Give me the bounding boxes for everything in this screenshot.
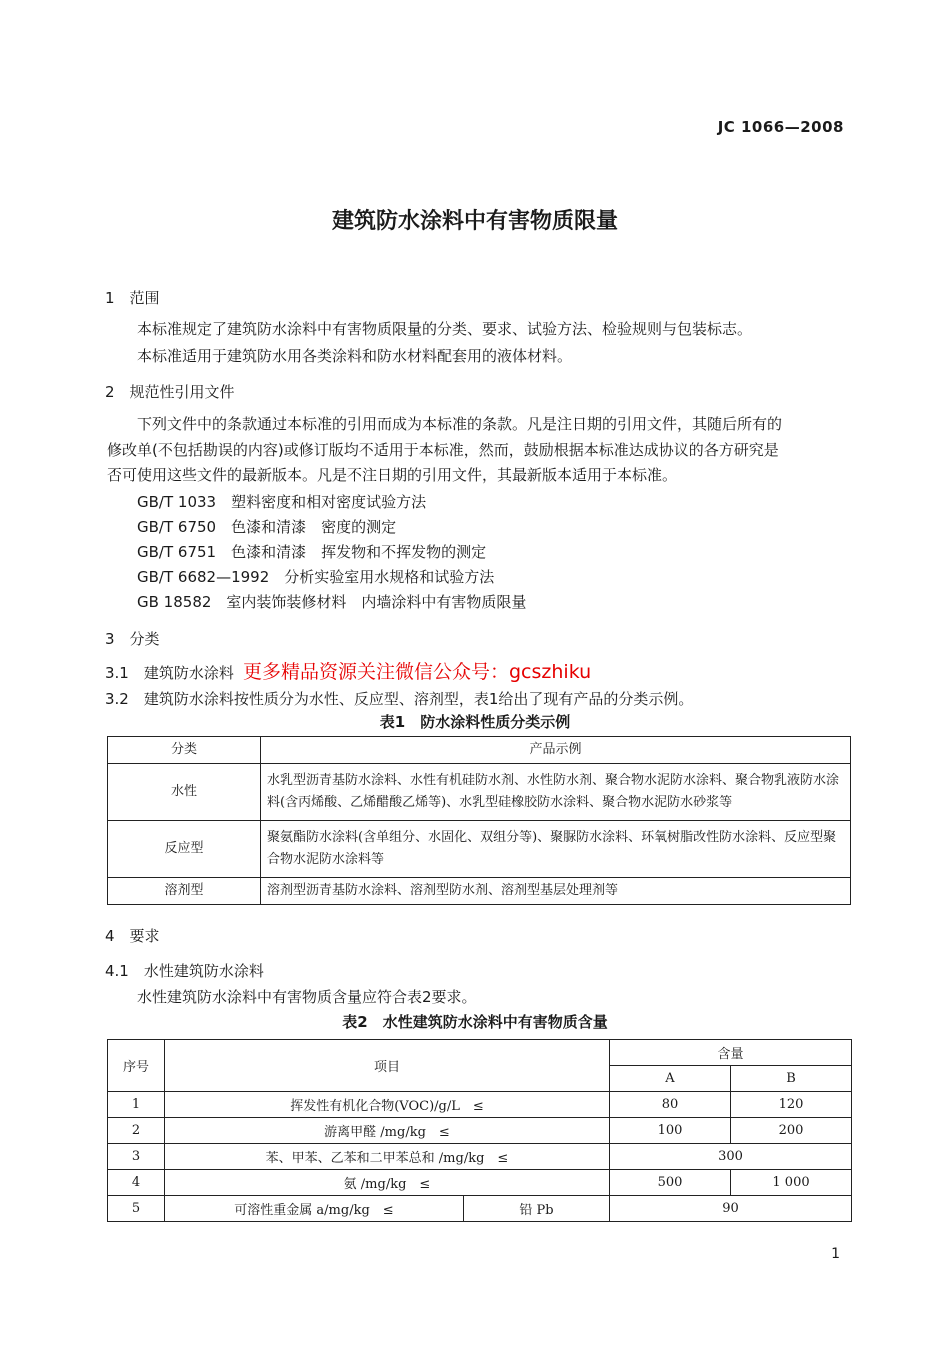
watermark-text: 更多精品资源关注微信公众号：gcszhiku xyxy=(243,661,592,683)
header-cell: B xyxy=(731,1066,852,1092)
reference-item: GB 18582 室内装饰装修材料 内墙涂料中有害物质限量 xyxy=(137,593,527,611)
table-row xyxy=(108,764,851,821)
value-ab-cell: 90 xyxy=(610,1196,852,1222)
table-row xyxy=(108,1196,852,1222)
item-cell: 可溶性重金属 a/mg/kg ≤ xyxy=(165,1196,464,1222)
value-ab-cell: 300 xyxy=(610,1144,852,1170)
category-cell: 溶剂型 xyxy=(108,878,261,905)
examples-cell: 水乳型沥青基防水涂料、水性有机硅防水剂、水性防水剂、聚合物水泥防水涂料、聚合物乳液防水涂料(含丙烯酸、乙烯醋酸乙烯等)、水乳型硅橡胶防水涂料、聚合物水泥防水砂浆等 xyxy=(261,764,851,821)
table-2-caption: 表2 水性建筑防水涂料中有害物质含量 xyxy=(342,1013,608,1031)
section-2-heading: 2 规范性引用文件 xyxy=(105,383,235,401)
reference-item: GB/T 6682—1992 分析实验室用水规格和试验方法 xyxy=(137,568,495,586)
header-cell: 项目 xyxy=(165,1040,610,1092)
standard-number: JC 1066—2008 xyxy=(717,118,844,136)
section-3-heading: 3 分类 xyxy=(105,630,160,648)
table-row xyxy=(108,821,851,878)
section-3-2: 3.2 建筑防水涂料按性质分为水性、反应型、溶剂型，表1给出了现有产品的分类示例。 xyxy=(105,690,694,708)
value-b-cell: 200 xyxy=(731,1118,852,1144)
row-number: 3 xyxy=(108,1144,165,1170)
header-cell: A xyxy=(610,1066,731,1092)
row-number: 5 xyxy=(108,1196,165,1222)
table-row xyxy=(108,1118,852,1144)
value-a-cell: 100 xyxy=(610,1118,731,1144)
section-2-line-2: 修改单(不包括勘误的内容)或修订版均不适用于本标准，然而，鼓励根据本标准达成协议的各方研究是 xyxy=(107,441,779,459)
section-1-paragraph-2: 本标准适用于建筑防水用各类涂料和防水材料配套用的液体材料。 xyxy=(137,347,573,365)
table-row xyxy=(108,1092,852,1118)
reference-item: GB/T 1033 塑料密度和相对密度试验方法 xyxy=(137,493,427,511)
row-number: 1 xyxy=(108,1092,165,1118)
section-1-heading: 1 范围 xyxy=(105,289,160,307)
table-row xyxy=(108,1144,852,1170)
value-b-cell: 1 000 xyxy=(731,1170,852,1196)
table-header-row xyxy=(108,1040,852,1066)
section-2-line-1: 下列文件中的条款通过本标准的引用而成为本标准的条款。凡是注日期的引用文件，其随后所有的 xyxy=(137,415,783,433)
category-cell: 反应型 xyxy=(108,821,261,878)
category-cell: 水性 xyxy=(108,764,261,821)
header-cell: 含量 xyxy=(610,1040,852,1066)
section-3-1: 3.1 建筑防水涂料 xyxy=(105,664,234,682)
section-4-heading: 4 要求 xyxy=(105,927,160,945)
item-cell: 挥发性有机化合物(VOC)/g/L ≤ xyxy=(165,1092,610,1118)
examples-cell: 聚氨酯防水涂料(含单组分、水固化、双组分等)、聚脲防水涂料、环氧树脂改性防水涂料、反应型聚合物水泥防水涂料等 xyxy=(261,821,851,878)
table-1-caption: 表1 防水涂料性质分类示例 xyxy=(379,713,571,731)
value-b-cell: 120 xyxy=(731,1092,852,1118)
header-cell: 分类 xyxy=(108,737,261,764)
section-1-paragraph-1: 本标准规定了建筑防水涂料中有害物质限量的分类、要求、试验方法、检验规则与包装标志。 xyxy=(137,320,753,338)
table-1 xyxy=(107,736,851,905)
header-cell: 序号 xyxy=(108,1040,165,1092)
table-header-row xyxy=(108,737,851,764)
section-2-line-3: 否可使用这些文件的最新版本。凡是不注日期的引用文件，其最新版本适用于本标准。 xyxy=(107,466,678,484)
header-cell: 产品示例 xyxy=(261,737,851,764)
section-4-paragraph: 水性建筑防水涂料中有害物质含量应符合表2要求。 xyxy=(137,988,477,1006)
item-cell: 游离甲醛 /mg/kg ≤ xyxy=(165,1118,610,1144)
examples-cell: 溶剂型沥青基防水涂料、溶剂型防水剂、溶剂型基层处理剂等 xyxy=(261,878,851,905)
reference-item: GB/T 6750 色漆和清漆 密度的测定 xyxy=(137,518,397,536)
page-number: 1 xyxy=(831,1246,840,1262)
table-row xyxy=(108,1170,852,1196)
value-a-cell: 500 xyxy=(610,1170,731,1196)
item-cell: 苯、甲苯、乙苯和二甲苯总和 /mg/kg ≤ xyxy=(165,1144,610,1170)
value-a-cell: 80 xyxy=(610,1092,731,1118)
item-cell: 氨 /mg/kg ≤ xyxy=(165,1170,610,1196)
reference-item: GB/T 6751 色漆和清漆 挥发物和不挥发物的测定 xyxy=(137,543,487,561)
row-number: 2 xyxy=(108,1118,165,1144)
section-4-1: 4.1 水性建筑防水涂料 xyxy=(105,962,264,980)
table-2 xyxy=(107,1039,852,1222)
sub-item-cell: 铅 Pb xyxy=(464,1196,610,1222)
row-number: 4 xyxy=(108,1170,165,1196)
document-title: 建筑防水涂料中有害物质限量 xyxy=(331,209,618,234)
table-row xyxy=(108,878,851,905)
